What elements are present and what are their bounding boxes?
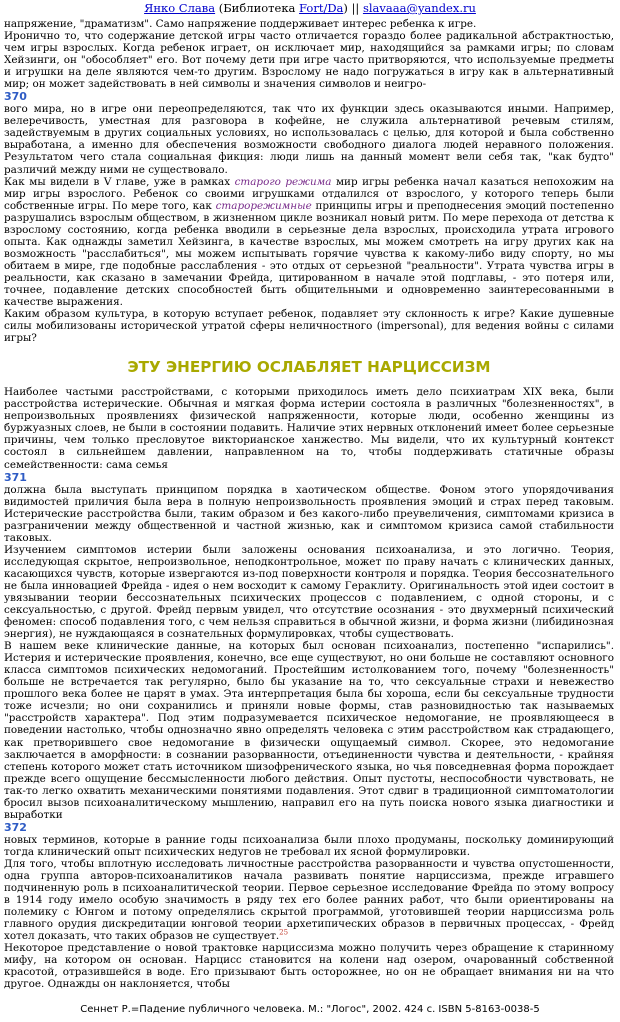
page-number-marker: 371 xyxy=(4,470,27,484)
site-header xyxy=(0,0,620,16)
paragraph: должна была выступать принципом порядка в хаотическом обществе. Фоном этого упорядочивания видимостей приличия была вера в полную непроизвольность проявления эмоций и страх перед таковым. Истерические расстройства были, таким образом и без какого-либо преувеличения, симптомами кризиса в разграничении между общественной и частной жизнью, как и симптомом кризиса самой стабильности таковых. xyxy=(4,483,614,544)
footnote-ref[interactable]: 25 xyxy=(279,928,289,937)
paragraph: Каким образом культура, в которую вступает ребенок, подавляет эту склонность к игре? Какие душевные силы мобилизованы исторической утратой сферы неличностного (impersonal), для ведения войны с силами игры? xyxy=(4,308,614,345)
paragraph: Некоторое представление о новой трактовке нарциссизма можно получить через обращение к старинному мифу, на котором он основан. Нарцисс становится на колени над озером, очарованный собственной красотой, отразившейся в воде. Его призывают быть осторожнее, но он не обращает внимания ни на что другое. Однажды он наклоняется, чтобы xyxy=(4,942,614,991)
email-link[interactable]: slavaaa@yandex.ru xyxy=(362,1,476,15)
paragraph: напряжение, "драматизм". Само напряжение поддерживает интерес ребенка к игре. xyxy=(4,18,477,30)
library-link[interactable]: Fort/Da xyxy=(299,1,344,15)
highlighted-term: старорежимные xyxy=(215,199,312,212)
highlighted-term: старого режима xyxy=(234,175,332,188)
library-text-open: (Библиотека xyxy=(215,1,300,15)
author-link[interactable]: Янко Слава xyxy=(144,1,216,15)
section-heading: ЭТУ ЭНЕРГИЮ ОСЛАБЛЯЕТ НАРЦИССИЗМ xyxy=(127,358,491,377)
paragraph: Наиболее частыми расстройствами, с которыми приходилось иметь дело психиатрам XIX века, были расстройства истерические. Обычная и мягкая форма истерии состояла в различных "болезненностях", в непроизвольных проявлениях физической напряженности, которые люди, особенно женщины из буржуазных слоев, не были в состоянии подавить. Наличие этих нервных отклонений имеет более серьезные причины, чем только пресловутое викторианское ханжество. Мы видели, что их культурный контекст состоял в сильнейшем давлении, направленном на то, чтобы поддерживать статичные образы семейственности: сама семья xyxy=(4,386,614,471)
paragraph: В нашем веке клинические данные, на которых был основан психоанализ, постепенно "испарились". Истерия и истерические проявления, конечно, все еще существуют, но они больше не составляют основного класса симптомов психических недомоганий. Простейшим истолкованием того, почему "болезненность" больше не встречается так регулярно, было бы указание на то, что сексуальные страхи и невежество прошлого века более не царят в умах. Эта интерпретация была бы хороша, если бы сексуальные трудности тоже исчезли; но они сохранились и приняли новые формы, став разновидностью так называемых "расстройств характера". Под этим подразумевается психическое недомогание, не проявляющееся в поведении настолько, чтобы однозначно явно определять человека с этим расстройством как страдающего, как претворившего свое недомогание в физически ощущаемый символ. Скорее, это недомогание заключается в аморфности: в сознании разорванности, отъединенности чувства и деятельности, - крайняя степень которого может стать источником шизофренического языка, но чья повседневная форма порождает прежде всего ощущение бессмысленности любого действия. Опыт пустоты, неспособности чувствовать, не так-то легко охватить механическими понятиями подавления. Этот сдвиг в традиционной симптоматологии бросил вызов психоаналитическому мышлению, направил его на путь поиска нового языка диагностики и выработки xyxy=(4,640,614,821)
paragraph-text: принципы игры и преподнесения эмоций постепенно разрушались взрослым обществом, в жизненном цикле возникал новый ритм. По мере перехода от детства к взрослому состоянию, когда ребенка вводили в серьезные дела взрослых, происходила утрата игрового опыта. Как однажды заметил Хейзинга, в качестве взрослых, мы можем смотреть на игру других как на возможность "расслабиться", мы можем испытывать горячие чувства к какому-либо виду спорту, но мы обитаем в мире, где подобные расслабления - это отдых от серьезной "реальности". Утрата чувства игры в реальности, как сказано в замечании Фрейда, цитированном в начале этой подглавы, - это потеря или, точнее, подавление детских способностей быть общительными и одновременно заинтересованными в качестве выражения. xyxy=(4,199,614,309)
library-text-close: ) || xyxy=(343,1,363,15)
main-text xyxy=(4,18,614,990)
paragraph: вого мира, но в игре они переопределяются, так что их функции здесь оказываются иными. Например, велеречивость, уместная для разговора в кофейне, не служила альтернативой речевым стилям, задействуемым в других социальных условиях, но использовалась с целью, для которой и была собственно выработана, а именно для обеспечения возможности свободного диалога людей неравного положения. Результатом чего стала социальная фикция: люди лишь на данный момент вели себя так, "как будто" различий между ними не существовало. xyxy=(4,103,614,176)
paragraph-text: мир игры ребенка начал казаться непохожим на мир игры взрослого. Ребенок со своими игрушками отдалился от взрослого, у которого теперь были собственные игры. По мере того, как xyxy=(4,175,614,212)
paragraph xyxy=(4,176,614,309)
paragraph-text: Как мы видели в V главе, уже в рамках xyxy=(4,175,235,188)
paragraph: Иронично то, что содержание детской игры часто отличается гораздо более радикальной абстрактностью, чем игры взрослых. Когда ребенок играет, он исключает мир, находящийся за рамками игры; по словам Хейзинги, он "обособляет" его. Вот почему дети при игре часто притворяются, что используемые предметы и игрушки на деле являются чем-то другим. Взрослому не надо погружаться в игру как в альтернативный мир; он может задействовать в ней символы и значения символов и неигро- xyxy=(4,30,614,91)
paragraph: новых терминов, которые в ранние годы психоанализа были плохо продуманы, поскольку доминирующий тогда клинический опыт психических недугов не требовал их ясной формулировки. xyxy=(4,833,614,858)
citation-footer: Сеннет Р.=Падение публичного человека. М.: "Логос", 2002. 424 с. ISBN 5-8163-0038-5 xyxy=(80,1004,540,1015)
page-number-marker: 372 xyxy=(4,820,27,834)
paragraph xyxy=(4,858,614,942)
paragraph: Изучением симптомов истерии были заложены основания психоанализа, и это логично. Теория, исследующая скрытое, непроизвольное, неподконтрольное, может по праву начать с клинических данных, касающихся чувств, которые извергаются из-под поверхности контроля и порядка. Теория бессознательного не была инновацией Фрейда - идея о нем восходит к самому Гераклиту. Оригинальность этой идеи состоит в увязывании теории бессознательных психических процессов с подавлением, с одной стороны, и с сексуальностью, с другой. Фрейд первым увидел, что отсутствие осознания - это двухмерный психический феномен: способ подавления того, с чем нельзя справиться в обычной жизни, и форма жизни (либидинозная энергия), не нуждающаяся в сознательных формулировках, чтобы существовать. xyxy=(4,543,614,641)
page-number-marker: 370 xyxy=(4,90,27,104)
paragraph-text: Для того, чтобы вплотную исследовать личностные расстройства разорванности и чувства опустошенности, одна группа авторов-психоаналитиков начала развивать понятие нарциссизма, прежде игравшего подчиненную роль в психоаналитической теории. Первое серьезное исследование Фрейда по этому вопросу в 1914 году имело особую значимость в ряду тех его более ранних работ, что были ориентированы на полемику с Юнгом и потому определялись скрытой программой, уготовившей теории нарциссизма роль главного орудия дискредитации юнговой теории архетипических образов в первичных процессах, - Фрейд хотел доказать, что таких образов не существует. xyxy=(4,857,614,943)
